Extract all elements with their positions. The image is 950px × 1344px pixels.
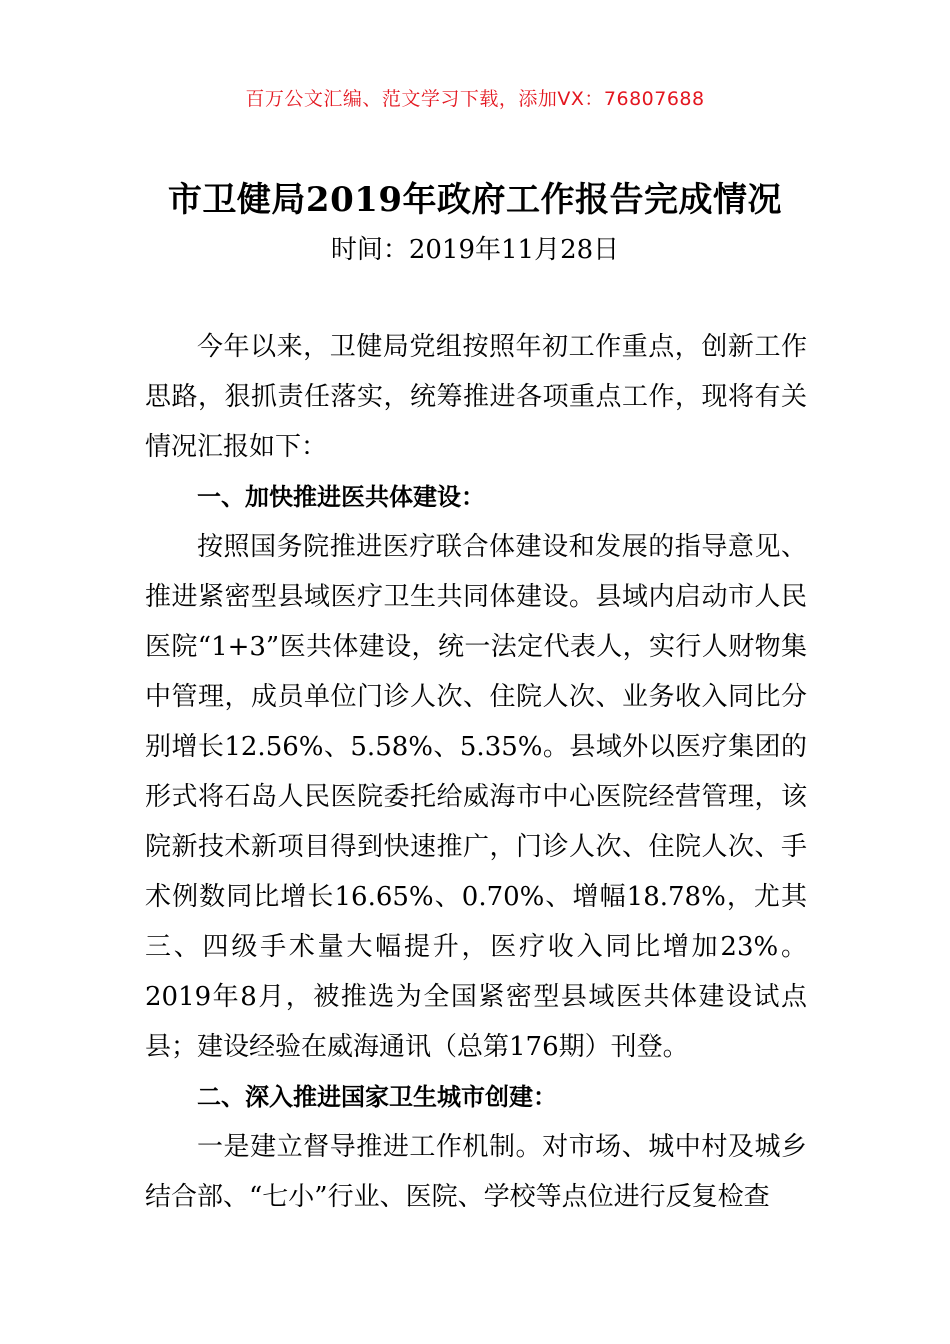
- document-date: 时间：2019年11月28日: [330, 235, 620, 265]
- document-title: 市卫健局2019年政府工作报告完成情况: [167, 180, 783, 220]
- section-heading-1: 一、加快推进医共体建设：: [197, 483, 485, 511]
- section-heading-2: 二、深入推进国家卫生城市创建：: [197, 1083, 557, 1111]
- section-2-paragraph: 一是建立督导推进工作机制。对市场、城中村及城乡结合部、“七小”行业、医院、学校等点位进行反复检查: [145, 1132, 807, 1212]
- section-1-paragraph: 按照国务院推进医疗联合体建设和发展的指导意见、推进紧密型县域医疗卫生共同体建设。县域内启动市人民医院“1+3”医共体建设，统一法定代表人，实行人财物集中管理，成员单位门诊人次、住院人次、业务收入同比分别增长12.56%、5.58%、5.35%。县域外以医疗集团的形式将石岛人民医院委托给威海市中心医院经营管理，该院新技术新项目得到快速推广，门诊人次、住院人次、手术例数同比增长16.65%、0.70%、增幅18.78%，尤其三、四级手术量大幅提升，医疗收入同比增加23%。2019年8月，被推选为全国紧密型县域医共体建设试点县；建设经验在威海通讯（总第176期）刊登。: [145, 532, 807, 1062]
- intro-paragraph: 今年以来，卫健局党组按照年初工作重点，创新工作思路，狠抓责任落实，统筹推进各项重点工作，现将有关情况汇报如下：: [145, 332, 807, 462]
- document-body: [145, 322, 807, 1222]
- watermark-text: 百万公文汇编、范文学习下载，添加VX：76807688: [245, 88, 705, 110]
